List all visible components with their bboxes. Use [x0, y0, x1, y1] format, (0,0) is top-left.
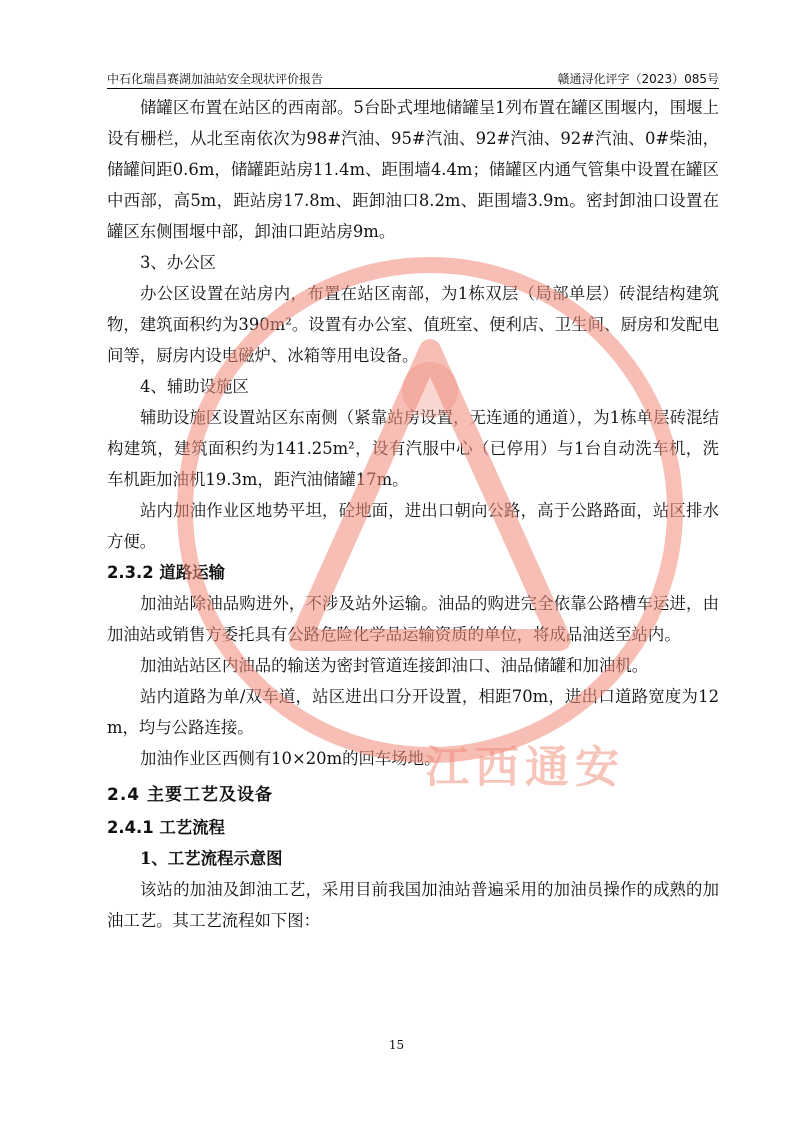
paragraph-process-description: 该站的加油及卸油工艺，采用目前我国加油站普遍采用的加油员操作的成熟的加油工艺。其工艺流程如下图：: [107, 880, 719, 930]
heading-flow-diagram: 1、工艺流程示意图: [140, 849, 283, 868]
page-body: [107, 92, 719, 936]
paragraph-tank-area: 储罐区布置在站区的西南部。5台卧式埋地储罐呈1列布置在罐区围堰内，围堰上设有栅栏，从北至南依次为98#汽油、95#汽油、92#汽油、92#汽油、0#柴油，储罐间距0.6m，储罐距站房11.4m、距围墙4.4m；储罐区内通气管集中设置在罐区中西部，高5m，距站房17.8m、距卸油口8.2m、距围墙3.9m。密封卸油口设置在罐区东侧围堰中部，卸油口距站房9m。: [107, 98, 719, 241]
heading-road-transport: 2.3.2 道路运输: [107, 563, 225, 582]
header-report-title: 中石化瑞昌赛湖加油站安全现状评价报告: [107, 72, 324, 86]
heading-office-area: 3、办公区: [140, 253, 216, 272]
paragraph-office-area: 办公区设置在站房内，布置在站区南部，为1栋双层（局部单层）砖混结构建筑物，建筑面积约为390m²。设置有办公室、值班室、便利店、卫生间、厨房和发配电间等，厨房内设电磁炉、冰箱等用电设备。: [107, 284, 719, 365]
paragraph-site-terrain: 站内加油作业区地势平坦，砼地面，进出口朝向公路，高于公路路面，站区排水方便。: [107, 501, 719, 551]
heading-auxiliary-area: 4、辅助设施区: [140, 377, 249, 396]
paragraph-turnaround: 加油作业区西侧有10×20m的回车场地。: [140, 749, 441, 768]
paragraph-transport: 加油站除油品购进外，不涉及站外运输。油品的购进完全依靠公路槽车运进，由加油站或销售方委托具有公路危险化学品运输资质的单位，将成品油送至站内。: [107, 594, 719, 644]
paragraph-roads: 站内道路为单/双车道，站区进出口分开设置，相距70m，进出口道路宽度为12m，均与公路连接。: [107, 687, 719, 737]
seal-stamp-text: 江西通安: [425, 742, 625, 793]
header-report-number: 赣通浔化评字（2023）085号: [557, 72, 719, 86]
paragraph-pipeline: 加油站站区内油品的输送为密封管道连接卸油口、油品储罐和加油机。: [140, 656, 649, 675]
heading-main-process: 2.4 主要工艺及设备: [107, 785, 274, 805]
paragraph-auxiliary-area: 辅助设施区设置站区东南侧（紧靠站房设置，无连通的通道），为1栋单层砖混结构建筑，建筑面积约为141.25m²，设有汽服中心（已停用）与1台自动洗车机，洗车机距加油机19.3m，距汽油储罐17m。: [107, 408, 719, 489]
heading-process-flow: 2.4.1 工艺流程: [107, 818, 225, 837]
page-number: 15: [388, 1038, 405, 1052]
page-header: [107, 70, 719, 89]
